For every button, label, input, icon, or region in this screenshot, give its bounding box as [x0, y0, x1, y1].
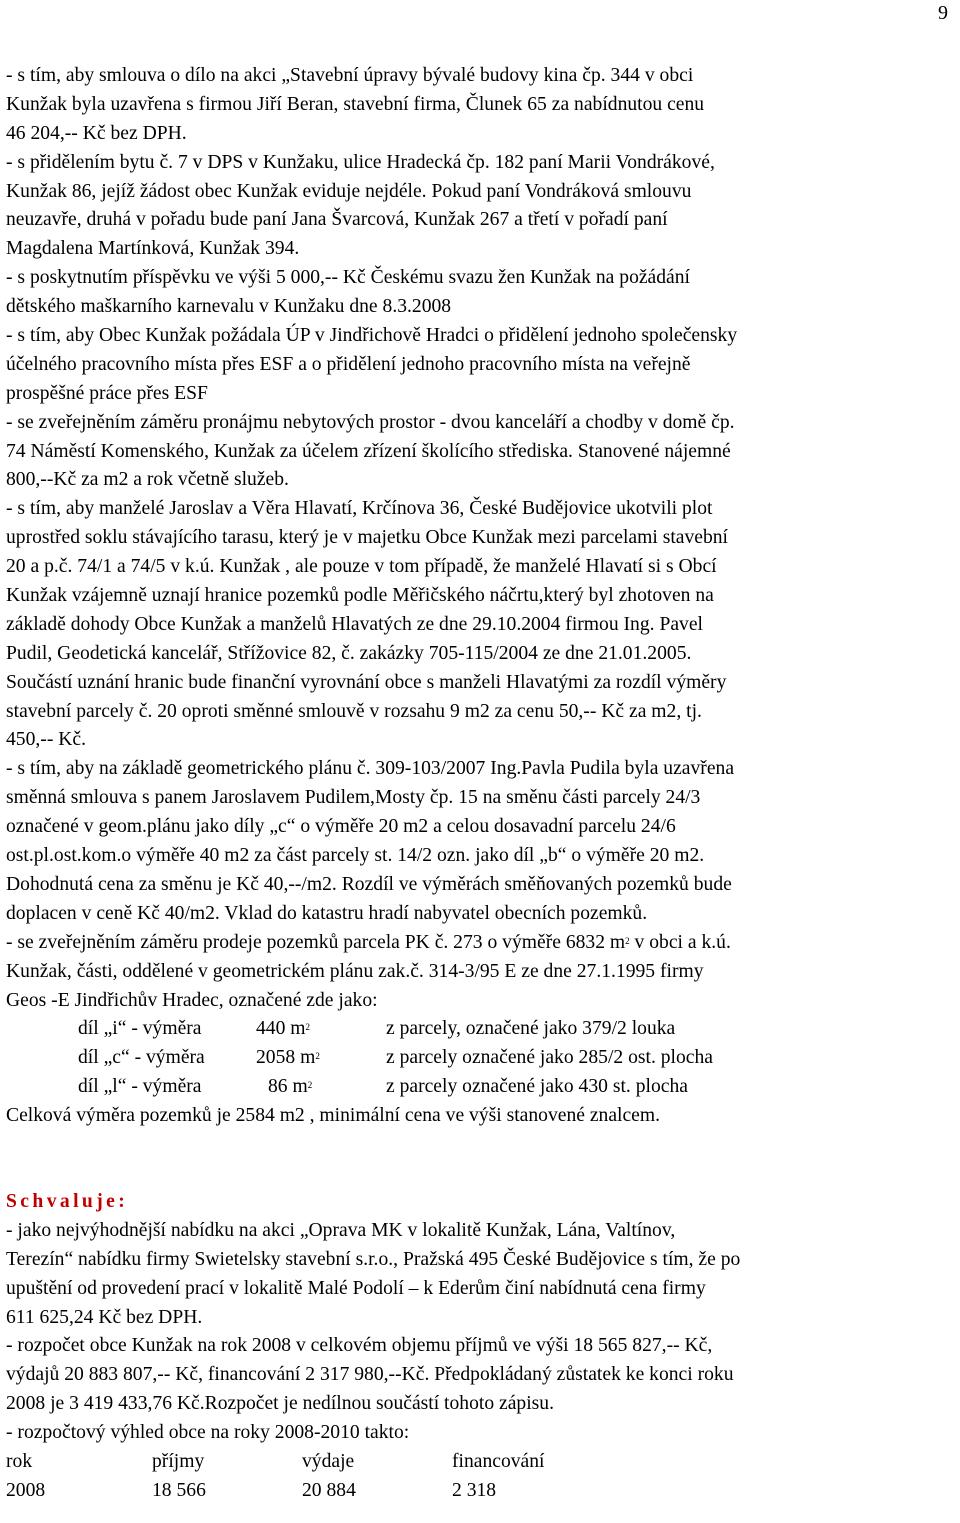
parcel-desc: z parcely, označené jako 379/2 louka: [386, 1018, 676, 1040]
parcel-desc: z parcely označené jako 430 st. plocha: [386, 1076, 688, 1098]
parcel-part: díl „i“ - výměra: [78, 1018, 202, 1040]
text-line: - s tím, aby Obec Kunžak požádala ÚP v Jindřichově Hradci o přidělení jednoho společensky: [6, 325, 738, 347]
text-line: směnná smlouva s panem Jaroslavem Pudilem,Mosty čp. 15 na směnu části parcely 24/3: [6, 787, 701, 809]
text-line: Kunžak 86, jejíž žádost obec Kunžak eviduje nejdéle. Pokud paní Vondráková smlouvu: [6, 180, 692, 202]
parcel-row: [6, 1044, 956, 1073]
text-line: 800,--Kč za m2 a rok včetně služeb.: [6, 469, 289, 491]
text-line: - rozpočet obce Kunžak na rok 2008 v celkovém objemu příjmů ve výši 18 565 827,-- Kč,: [6, 1335, 713, 1357]
text-line: - s poskytnutím příspěvku ve výši 5 000,-- Kč Českému svazu žen Kunžak na požádání: [6, 267, 690, 289]
sale-line-text-a: - se zveřejněním záměru prodeje pozemků parcela PK č. 273 o výměře 6832 m: [6, 931, 626, 953]
parcel-desc: z parcely označené jako 285/2 ost. plocha: [386, 1047, 713, 1069]
text-line: účelného pracovního místa přes ESF a o přidělení jednoho pracovního místa na veřejně: [6, 353, 691, 375]
parcel-area: 2058 $m^2$: [256, 1047, 320, 1069]
parcel-row: [6, 1015, 956, 1044]
section-gap: [6, 1131, 956, 1188]
text-line: Kunžak, části, oddělené v geometrickém plánu zak.č. 314-3/95 E ze dne 27.1.1995 firmy: [6, 960, 704, 982]
sale-line-text-b: v obci a k.ú.: [629, 931, 731, 953]
text-line: - rozpočtový výhled obce na roky 2008-2010 takto:: [6, 1422, 410, 1444]
text-line: - s tím, aby manželé Jaroslav a Věra Hlavatí, Krčínova 36, České Budějovice ukotvili plot: [6, 498, 713, 520]
text-line: Geos -E Jindřichův Hradec, označené zde jako:: [6, 989, 378, 1011]
parcel-part: díl „l“ - výměra: [78, 1076, 202, 1098]
text-line: - s přidělením bytu č. 7 v DPS v Kunžaku, ulice Hradecká čp. 182 paní Marii Vondrákové,: [6, 151, 715, 173]
text-line: označené v geom.plánu jako díly „c“ o výměře 20 m2 a celou dosavadní parcelu 24/6: [6, 816, 676, 838]
table-header-cell: financování: [452, 1450, 545, 1472]
text-line: stavební parcely č. 20 oproti směnné smlouvě v rozsahu 9 m2 za cenu 50,-- Kč za m2, tj.: [6, 700, 702, 722]
text-line: - s tím, aby na základě geometrického plánu č. 309-103/2007 Ing.Pavla Pudila byla uzavřena: [6, 758, 735, 780]
text-line: 46 204,-- Kč bez DPH.: [6, 122, 187, 144]
table-header-cell: rok: [6, 1450, 33, 1472]
text-line: ost.pl.ost.kom.o výměře 40 m2 za část parcely st. 14/2 ozn. jako díl „b“ o výměře 20 m2.: [6, 845, 705, 867]
parcel-part: díl „c“ - výměra: [78, 1047, 205, 1069]
sale-line: [6, 929, 956, 958]
table-header-cell: výdaje: [302, 1450, 355, 1472]
text-line: - se zveřejněním záměru pronájmu nebytových prostor - dvou kanceláří a chodby v domě čp.: [6, 411, 735, 433]
parcel-area: 86 $m^2$: [268, 1076, 313, 1098]
text-line: dětského maškarního karnevalu v Kunžaku dne 8.3.2008: [6, 296, 452, 318]
text-line: Kunžak vzájemně uznají hranice pozemků podle Měřičského náčrtu,který byl zhotoven na: [6, 585, 714, 607]
text-line: 611 625,24 Kč bez DPH.: [6, 1306, 203, 1328]
text-line: prospěšné práce přes ESF: [6, 382, 208, 404]
text-line: základě dohody Obce Kunžak a manželů Hlavatých ze dne 29.10.2004 firmou Ing. Pavel: [6, 613, 703, 635]
text-line: uprostřed soklu stávajícího tarasu, který je v majetku Obce Kunžak mezi parcelami stavební: [6, 527, 729, 549]
text-line: Magdalena Martínková, Kunžak 394.: [6, 238, 300, 260]
table-cell: 2 318: [452, 1479, 497, 1501]
text-line: Pudil, Geodetická kancelář, Střížovice 82, č. zakázky 705-115/2004 ze dne 21.01.2005.: [6, 642, 692, 664]
text-line: Dohodnutá cena za směnu je Kč 40,--/m2. Rozdíl ve výměrách směňovaných pozemků bude: [6, 873, 732, 895]
text-line: - s tím, aby smlouva o dílo na akci „Stavební úpravy bývalé budovy kina čp. 344 v obci: [6, 65, 694, 86]
text-line: - jako nejvýhodnější nabídku na akci „Oprava MK v lokalitě Kunžak, Lána, Valtínov,: [6, 1219, 676, 1241]
text-line: 20 a p.č. 74/1 a 74/5 v k.ú. Kunžak , ale pouze v tom případě, že manželé Hlavatí si s Obcí: [6, 556, 717, 578]
page-number: 9: [938, 2, 948, 24]
document-body: [6, 62, 956, 1506]
section-heading: Schvaluje:: [6, 1190, 129, 1212]
text-line: doplacen v ceně Kč 40/m2. Vklad do katastru hradí nabyvatel obecních pozemků.: [6, 902, 648, 924]
sale-line-superscript: 2: [625, 935, 630, 946]
text-line: Terezín“ nabídku firmy Swietelsky stavební s.r.o., Pražská 495 České Budějovice s tím, že po: [6, 1248, 741, 1270]
total-area-line: Celková výměra pozemků je 2584 m2 , minimální cena ve výši stanovené znalcem.: [6, 1105, 661, 1127]
text-line: Součástí uznání hranic bude finanční vyrovnání obce s manželi Hlavatými za rozdíl výměry: [6, 671, 727, 693]
text-line: 74 Náměstí Komenského, Kunžak za účelem zřízení školícího střediska. Stanovené nájemné: [6, 440, 731, 462]
parcel-area: 440 $m^2$: [256, 1018, 311, 1040]
text-line: neuzavře, druhá v pořadu bude paní Jana Švarcová, Kunžak 267 a třetí v pořadí paní: [6, 209, 668, 231]
table-header-cell: příjmy: [152, 1450, 205, 1472]
table-cell: 2008: [6, 1479, 46, 1501]
text-line: Kunžak byla uzavřena s firmou Jiří Beran, stavební firma, Člunek 65 za nabídnutou cenu: [6, 93, 705, 115]
budget-table-row: [6, 1477, 956, 1506]
text-line: upuštění od provedení prací v lokalitě Malé Podolí – k Ederům činí nabídnutá cena firmy: [6, 1277, 706, 1299]
text-line: 450,-- Kč.: [6, 729, 86, 751]
table-cell: 20 884: [302, 1479, 356, 1501]
table-cell: 18 566: [152, 1479, 206, 1501]
parcel-row: [6, 1073, 956, 1102]
budget-table-header: [6, 1448, 956, 1477]
text-line: 2008 je 3 419 433,76 Kč.Rozpočet je nedílnou součástí tohoto zápisu.: [6, 1393, 554, 1415]
text-line: výdajů 20 883 807,-- Kč, financování 2 317 980,--Kč. Předpokládaný zůstatek ke konci roku: [6, 1364, 734, 1386]
